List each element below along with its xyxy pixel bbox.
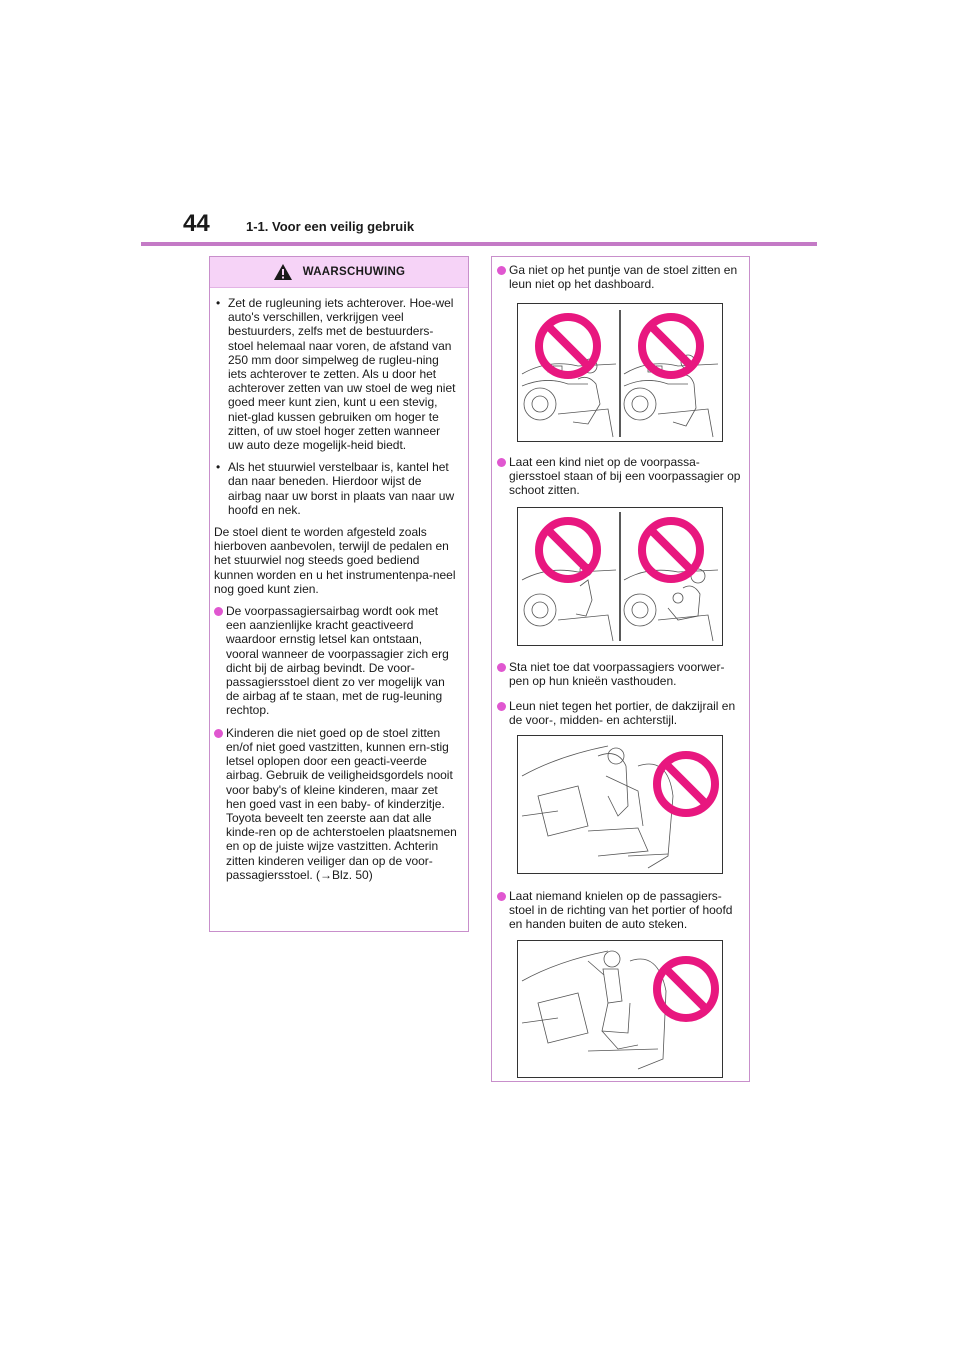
bullet-dot-icon bbox=[497, 458, 506, 467]
bullet-text: Leun niet tegen het portier, de dakzijrail en de voor-, midden- en achterstijl. bbox=[509, 699, 736, 728]
warning-bullet bbox=[214, 604, 458, 718]
list-item bbox=[497, 889, 742, 932]
bullet-dot-icon bbox=[497, 663, 506, 672]
illustration-sitting-dashboard bbox=[517, 303, 723, 442]
list-item bbox=[497, 455, 742, 498]
bullet-dot-icon bbox=[497, 702, 506, 711]
prohibition-sign-icon bbox=[642, 521, 700, 579]
bullet-4 bbox=[492, 693, 750, 727]
warning-item-text: Als het stuurwiel verstelbaar is, kantel het dan naar beneden. Hierdoor wijst de airbag naar uw borst in plaats van naar uw hoofd en nek. bbox=[228, 460, 455, 517]
prohibition-sign-icon bbox=[539, 317, 597, 375]
bullet-text: Sta niet toe dat voorpassagiers voorwer-pen op hun knieën vasthouden. bbox=[509, 660, 725, 689]
warning-dash-item bbox=[214, 296, 458, 452]
bullet-5 bbox=[492, 883, 750, 932]
bullet-3 bbox=[492, 654, 750, 688]
warning-bullet-text: De voorpassagiersairbag wordt ook met een aanzienlijke kracht geactiveerd waardoor ernstig letsel kan ontstaan, vooral wanneer de voorpassagier zich erg dicht bij de airbag bevindt. De voor-passagiersstoel dient zo ver mogelijk van de airbag af te staan, met de rug-leuning rechtop. bbox=[226, 604, 449, 718]
warning-triangle-icon bbox=[273, 263, 293, 281]
illustration-kneeling-seat bbox=[517, 940, 723, 1078]
list-item bbox=[497, 263, 742, 291]
prohibition-sign-icon bbox=[642, 317, 700, 375]
warning-body bbox=[210, 288, 468, 882]
bullet-dot-icon bbox=[497, 266, 506, 275]
warning-bullet bbox=[214, 726, 458, 882]
warning-item-text: Zet de rugleuning iets achterover. Hoe-wel auto's verschillen, verkrijgen veel bestuurders, zelfs met de bestuurders-stoel helemaal naar voren, de afstand van 250 mm door simpelweg de rugleu-ning iets achterover te zetten. Als u door het achterover zetten van uw stoel de weg niet goed meer kunt zien, kunt u een stevig, niet-glad kussen gebruiken om hoger te zitten, of uw stoel hoger zetten wanneer uw auto deze mogelijk-heid biedt. bbox=[228, 296, 456, 453]
bullet-2 bbox=[492, 449, 750, 498]
warning-dash-item bbox=[214, 460, 458, 517]
warning-header bbox=[210, 257, 468, 288]
warning-box bbox=[209, 256, 469, 932]
right-column-box bbox=[491, 256, 750, 1082]
header-rule bbox=[141, 242, 817, 246]
bullet-text: Laat niemand knielen op de passagiers-stoel in de richting van het portier of hoofd en handen buiten de auto steken. bbox=[509, 889, 733, 932]
list-item bbox=[497, 660, 742, 688]
list-item bbox=[497, 699, 742, 727]
prohibition-sign-icon bbox=[657, 755, 715, 813]
bullet-dot-icon bbox=[497, 892, 506, 901]
dash-bullet: • bbox=[216, 460, 221, 475]
warning-bullet-text: Kinderen die niet goed op de stoel zitten en/of niet goed vastzitten, kunnen ern-stig letsel oplopen door een geacti-veerde airbag. Gebruik de veiligheidsgordels nooit voor baby's of kleine kinderen, maar zet hen goed vast in een baby- of kinderzitje. Toyota beveelt ten zeerste aan dat alle kinde-ren op de achterstoelen plaatsnemen en op de juiste wijze vastzitten. Achterin zitten kinderen veiliger dan op de voor-passagiersstoel. (→Blz. 50) bbox=[226, 725, 457, 882]
bullet-text: Ga niet op het puntje van de stoel zitten en leun niet op het dashboard. bbox=[509, 263, 738, 292]
bullet-dot-icon bbox=[214, 607, 223, 616]
bullet-text: Laat een kind niet op de voorpassa-giersstoel staan of bij een voorpassagier op schoot zitten. bbox=[509, 455, 741, 498]
page-number: 44 bbox=[183, 210, 210, 237]
dash-bullet: • bbox=[216, 296, 221, 310]
bullet-1 bbox=[492, 257, 750, 291]
warning-title: WAARSCHUWING bbox=[302, 266, 406, 278]
bullet-dot-icon bbox=[214, 729, 223, 738]
illustration-leaning-door bbox=[517, 735, 723, 874]
section-title: 1-1. Voor een veilig gebruik bbox=[246, 219, 415, 234]
warning-paragraph: De stoel dient te worden afgesteld zoals hierboven aanbevolen, terwijl de pedalen en het stuurwiel nog steeds goed bediend kunnen worden en u het instrumentenpa-neel nog goed kunt zien. bbox=[214, 525, 456, 596]
illustration-child-standing bbox=[517, 507, 723, 646]
